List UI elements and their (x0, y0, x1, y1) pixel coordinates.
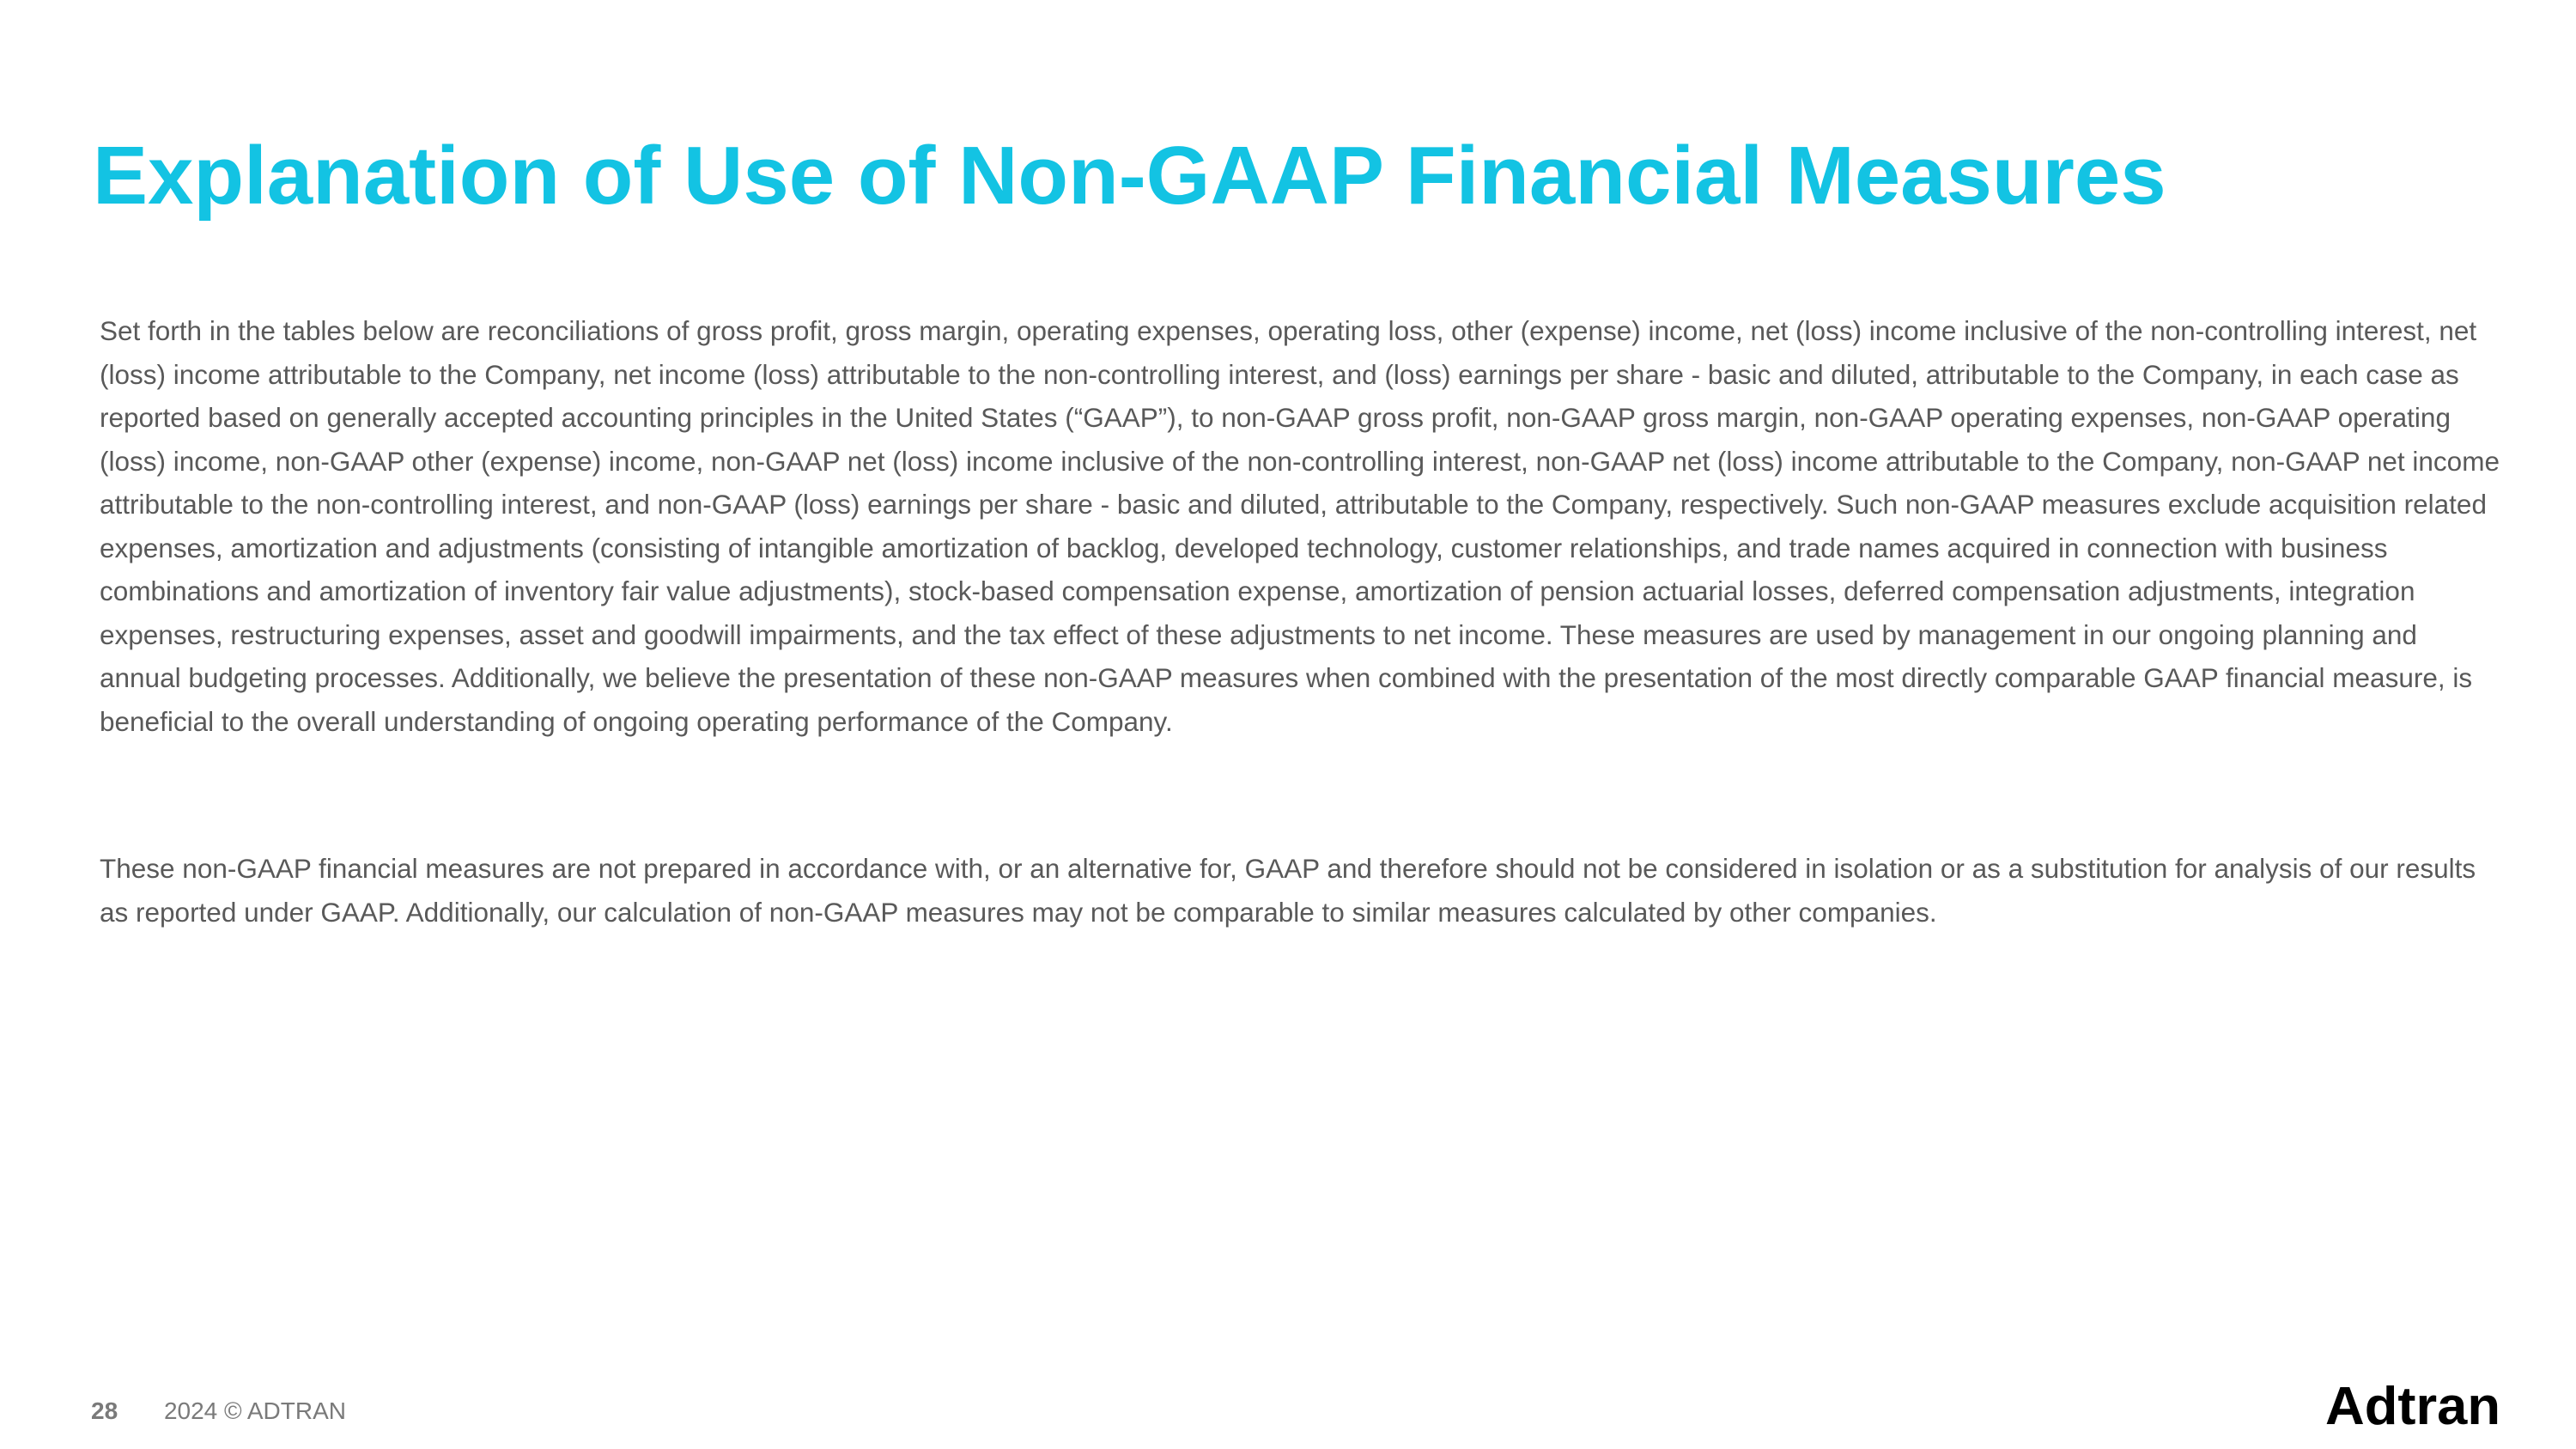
explanation-paragraph-2: These non-GAAP financial measures are not prepared in accordance with, or an alternative for, GAAP and therefore should not be considered in isolation or as a substitution for analysis of our results as reported under GAAP. Additionally, our calculation of non-GAAP measures may not be comparable to similar measures calculated by other companies. (100, 853, 2476, 928)
slide-title: Explanation of Use of Non-GAAP Financial Measures (93, 130, 2166, 222)
explanation-paragraph-1: Set forth in the tables below are reconciliations of gross profit, gross margin, operating expenses, operating loss, other (expense) income, net (loss) income inclusive of the non-controlling interest, net (loss) income attributable to the Company, net income (loss) attributable to the non-controlling interest, and (loss) earnings per share - basic and diluted, attributable to the Company, in each case as reported based on generally accepted accounting principles in the United States (“GAAP”), to non-GAAP gross profit, non-GAAP gross margin, non-GAAP operating expenses, non-GAAP operating (loss) income, non-GAAP other (expense) income, non-GAAP net (loss) income inclusive of the non-controlling interest, non-GAAP net (loss) income attributable to the Company, non-GAAP net income attributable to the non-controlling interest, and non-GAAP (loss) earnings per share - basic and diluted, attributable to the Company, respectively. Such non-GAAP measures exclude acquisition related expenses, amortization and adjustments (consisting of intangible amortization of backlog, developed technology, customer relationships, and trade names acquired in connection with business combinations and amortization of inventory fair value adjustments), stock-based compensation expense, amortization of pension actuarial losses, deferred compensation adjustments, integration expenses, restructuring expenses, asset and goodwill impairments, and the tax effect of these adjustments to net income. These measures are used by management in our ongoing planning and annual budgeting processes. Additionally, we believe the presentation of these non-GAAP measures when combined with the presentation of the most directly comparable GAAP financial measure, is beneficial to the overall understanding of ongoing operating performance of the Company. (100, 315, 2500, 737)
copyright-notice: 2024 © ADTRAN (163, 1397, 346, 1424)
footer (91, 1397, 346, 1425)
adtran-logo (2325, 1381, 2502, 1433)
adtran-logo-text: Adtran (2325, 1381, 2500, 1433)
page-number: 28 (91, 1397, 118, 1424)
